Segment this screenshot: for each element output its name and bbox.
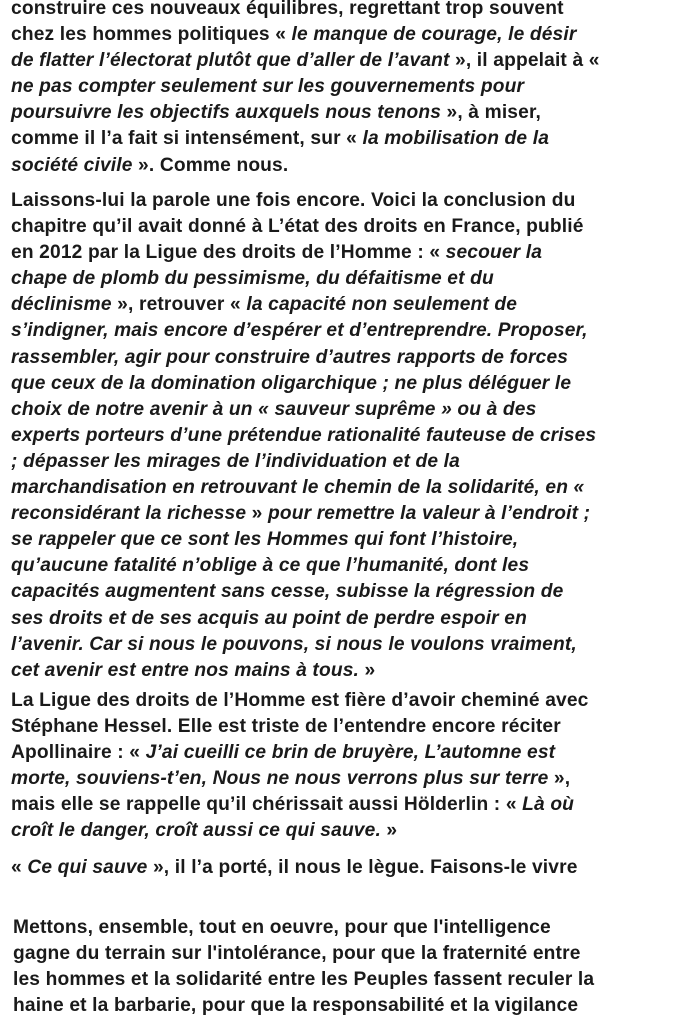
text-line: [11, 22, 691, 48]
text-run: chez les hommes politiques «: [11, 24, 292, 46]
italic-quote-text: cet avenir est entre nos mains à tous.: [11, 659, 360, 681]
text-run: », il l’a porté, il nous le lègue. Faisons-le vivre: [147, 857, 578, 878]
text-run: »,: [548, 768, 571, 790]
italic-quote-text: société civile: [11, 154, 133, 176]
text-line: [11, 501, 691, 527]
text-run: », à miser,: [441, 102, 541, 124]
italic-quote-text: poursuivre les objectifs auxquels nous tenons: [11, 102, 442, 124]
text-line: [11, 318, 691, 344]
text-line: [11, 475, 691, 501]
italic-quote-text: morte, souviens-t’en, Nous ne nous verrons plus sur terre: [11, 768, 549, 790]
text-line: [11, 266, 691, 292]
text-line: [11, 714, 691, 740]
paragraph-ce-qui-sauve: [11, 855, 691, 881]
text-line: [11, 423, 691, 449]
italic-quote-text: la mobilisation de la: [362, 128, 550, 150]
text-run: les hommes et la solidarité entre les Peuples fassent reculer la: [13, 969, 595, 991]
paragraph-mettons-ensemble: [13, 915, 692, 1019]
text-line: [13, 941, 692, 967]
text-line: [11, 100, 691, 126]
italic-quote-text: J’ai cueilli ce brin de bruyère, L’automne est: [145, 742, 556, 764]
italic-quote-text: la capacité non seulement de: [246, 294, 518, 316]
paragraph-apollinaire-holderlin: [11, 688, 691, 845]
text-run: ». Comme nous.: [132, 154, 289, 176]
text-line: [11, 792, 691, 818]
text-line: [11, 606, 691, 632]
italic-quote-text: secouer la: [445, 242, 543, 264]
italic-quote-text: capacités augmentent sans cesse, subisse la régression de: [11, 581, 564, 603]
text-run: en 2012 par la Ligue des droits de l’Homme : «: [11, 242, 446, 264]
text-line: [11, 766, 691, 792]
italic-quote-text: Ce qui sauve: [27, 857, 148, 878]
text-line: [11, 214, 691, 240]
paragraph-conclusion-quote: [11, 188, 691, 684]
italic-quote-text: marchandisation en retrouvant le chemin de la solidarité, en «: [11, 477, 585, 499]
text-line: [13, 993, 692, 1019]
text-line: [11, 579, 691, 605]
text-run: »: [246, 503, 268, 525]
italic-quote-text: Là où: [522, 794, 575, 816]
italic-quote-text: le manque de courage, le désir: [291, 24, 577, 46]
text-run: construire ces nouveaux équilibres, regrettant trop souvent: [11, 0, 564, 19]
text-line: [11, 740, 691, 766]
text-line: [11, 449, 691, 475]
text-line: [11, 48, 691, 74]
text-line: [11, 658, 691, 684]
text-run: haine et la barbarie, pour que la responsabilité et la vigilance: [13, 995, 579, 1017]
text-line: [13, 967, 692, 993]
italic-quote-text: de flatter l’électorat plutôt que d’aller de l’avant: [11, 50, 450, 72]
text-line: [13, 915, 692, 941]
italic-quote-text: pour remettre la valeur à l’endroit ;: [267, 503, 591, 525]
text-line: [11, 371, 691, 397]
text-line: [11, 527, 691, 553]
text-run: Laissons-lui la parole une fois encore. Voici la conclusion du: [11, 190, 576, 211]
italic-quote-text: croît le danger, croît aussi ce qui sauve.: [11, 820, 381, 842]
text-run: comme il l’a fait si intensément, sur «: [11, 128, 363, 150]
text-run: gagne du terrain sur l'intolérance, pour que la fraternité entre: [13, 943, 581, 965]
text-run: », il appelait à «: [449, 50, 600, 72]
text-line: [11, 240, 691, 266]
italic-quote-text: choix de notre avenir à un « sauveur suprême » ou à des: [11, 398, 537, 420]
text-line: [11, 553, 691, 579]
text-line: [11, 632, 691, 658]
paragraph-civil-society: [11, 0, 691, 179]
text-line: [11, 292, 691, 318]
italic-quote-text: que ceux de la domination oligarchique ; ne plus déléguer le: [11, 372, 572, 394]
italic-quote-text: qu’aucune fatalité n’oblige à ce que l’humanité, dont les: [11, 555, 530, 577]
text-line: [11, 397, 691, 423]
italic-quote-text: ; dépasser les mirages de l’individuation et de la: [11, 450, 460, 472]
italic-quote-text: ne pas compter seulement sur les gouvernements pour: [11, 76, 525, 98]
text-run: chapitre qu’il avait donné à L’état des droits en France, publié: [11, 216, 584, 238]
text-run: Mettons, ensemble, tout en oeuvre, pour que l'intelligence: [13, 917, 551, 938]
text-run: »: [380, 820, 398, 842]
italic-quote-text: se rappeler que ce sont les Hommes qui font l’histoire,: [11, 529, 519, 551]
text-line: [11, 0, 691, 22]
italic-quote-text: reconsidérant la richesse: [11, 503, 247, 525]
text-line: [11, 855, 691, 881]
italic-quote-text: rassembler, agir pour construire d’autres rapports de forces: [11, 346, 569, 368]
text-run: », retrouver «: [111, 294, 247, 316]
text-line: [11, 188, 691, 214]
italic-quote-text: ses droits et de ses acquis au point de perdre espoir en: [11, 607, 527, 629]
text-run: mais elle se rappelle qu’il chérissait aussi Hölderlin : «: [11, 794, 523, 816]
italic-quote-text: l’avenir. Car si nous le pouvons, si nous le voulons vraiment,: [11, 633, 577, 655]
italic-quote-text: s’indigner, mais encore d’espérer et d’entreprendre. Proposer,: [11, 320, 588, 342]
text-line: [11, 688, 691, 714]
text-line: [11, 74, 691, 100]
text-run: Stéphane Hessel. Elle est triste de l’entendre encore réciter: [11, 716, 561, 738]
text-line: [11, 153, 691, 179]
text-line: [11, 345, 691, 371]
text-run: »: [359, 659, 376, 681]
italic-quote-text: chape de plomb du pessimisme, du défaitisme et du: [11, 268, 494, 290]
italic-quote-text: experts porteurs d’une prétendue rationalité fauteuse de crises: [11, 424, 597, 446]
text-line: [11, 818, 691, 844]
text-run: La Ligue des droits de l’Homme est fière d’avoir cheminé avec: [11, 690, 589, 711]
text-run: «: [11, 857, 28, 878]
text-run: Apollinaire : «: [11, 742, 146, 764]
text-line: [11, 126, 691, 152]
italic-quote-text: déclinisme: [11, 294, 112, 316]
